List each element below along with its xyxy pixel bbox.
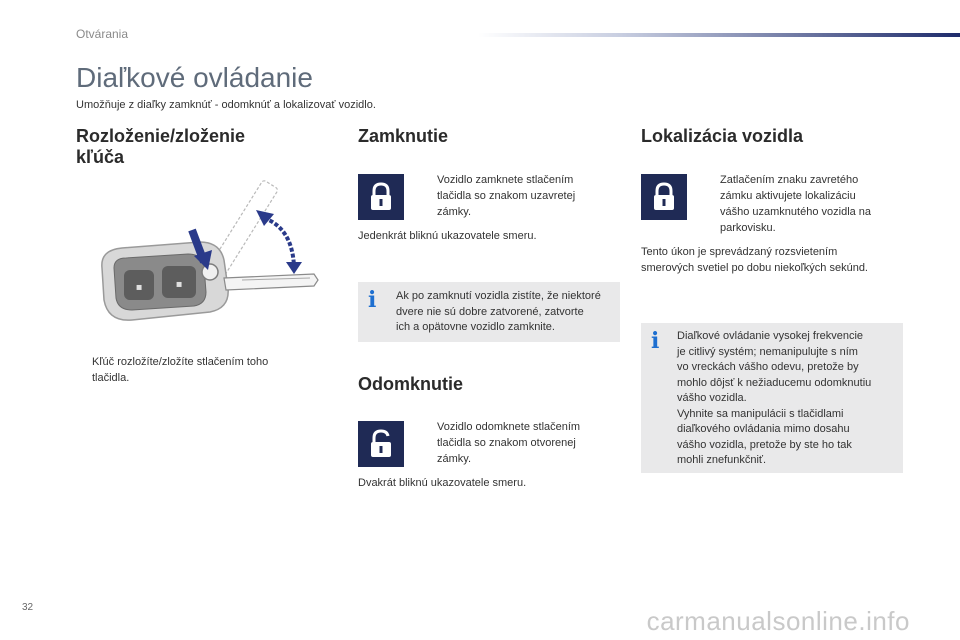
- lock-bullet: [421, 172, 611, 220]
- key-illustration: [92, 180, 324, 330]
- frequency-info-text: [677, 329, 901, 469]
- intro-text: Umožňuje z diaľky zamknúť - odomknúť a lokalizovať vozidlo.: [76, 99, 376, 111]
- bullet-line: Zatlačením znaku zavretého: [720, 174, 859, 186]
- bullet-line: tlačidla.: [92, 372, 130, 384]
- bullet-icon: [76, 354, 92, 386]
- bullet-line: zámku aktivujete lokalizáciu: [720, 190, 856, 202]
- locate-heading: Lokalizácia vozidla: [641, 126, 804, 146]
- lock-info-box: [358, 282, 620, 342]
- closed-lock-icon: [358, 174, 404, 220]
- info-line: vášho vozidla, pretože by ste ho tak: [677, 438, 852, 451]
- bullet-line: parkovisku.: [720, 222, 776, 234]
- open-lock-icon: [358, 421, 404, 467]
- key-fold-heading-line2: kľúča: [76, 147, 124, 167]
- bullet-icon: [421, 419, 437, 467]
- locate-bullet: [704, 172, 904, 236]
- key-fold-heading-line1: Rozloženie/zloženie: [76, 126, 246, 146]
- bullet-line: Vozidlo zamknete stlačením: [437, 174, 574, 186]
- unlock-heading: Odomknutie: [358, 374, 464, 394]
- bullet-line: Kľúč rozložíte/zložíte stlačením toho: [92, 356, 269, 368]
- bullet-line: tlačidla so znakom otvorenej: [437, 437, 576, 449]
- svg-text:▪: ▪: [175, 279, 183, 290]
- note-line: smerových svetiel po dobu niekoľkých sekúnd.: [641, 262, 868, 274]
- watermark: carmanualsonline.info: [646, 606, 910, 636]
- unlock-bullet: [421, 419, 611, 467]
- info-line: dvere nie sú dobre zatvorené, zatvorte: [396, 305, 584, 318]
- lock-heading: Zamknutie: [358, 126, 449, 146]
- key-fold-heading: [76, 126, 245, 168]
- info-line: Vyhnite sa manipulácii s tlačidlami: [677, 407, 844, 420]
- bullet-line: tlačidla so znakom uzavretej: [437, 190, 576, 202]
- bullet-line: zámky.: [437, 453, 472, 465]
- bullet-line: vášho uzamknutého vozidla na: [720, 206, 872, 218]
- info-line: ich a opätovne vozidlo zamknite.: [396, 321, 555, 333]
- info-icon: i: [368, 287, 377, 313]
- bullet-icon: [421, 172, 437, 220]
- info-line: vo vreckách vášho odevu, pretože by: [677, 361, 859, 373]
- info-line: vášho vozidla.: [677, 392, 747, 404]
- page-title: Diaľkové ovládanie: [76, 62, 313, 93]
- info-line: mohli znefunkčniť.: [677, 454, 767, 466]
- section-label: Otvárania: [76, 27, 129, 41]
- key-blade-icon: [224, 274, 318, 290]
- info-line: diaľkového ovládania mimo dosahu: [677, 423, 850, 435]
- bullet-icon: [704, 172, 720, 236]
- lock-note: Jedenkrát bliknú ukazovatele smeru.: [358, 230, 537, 242]
- header-bar: [478, 33, 960, 37]
- info-line: Diaľkové ovládanie vysokej frekvencie: [677, 330, 864, 342]
- unlock-note: Dvakrát bliknú ukazovatele smeru.: [358, 477, 527, 489]
- locate-lock-icon: [641, 174, 687, 220]
- lock-info-text: [396, 289, 618, 336]
- bullet-line: Vozidlo odomknete stlačením: [437, 421, 581, 433]
- locate-note: [641, 244, 911, 276]
- key-fold-bullet: [76, 354, 316, 386]
- svg-text:▪: ▪: [135, 282, 143, 293]
- info-line: je citlivý systém; nemanipulujte s ním: [677, 345, 858, 358]
- info-line: mohlo dôjsť k nežiaducemu odomknutiu: [677, 376, 872, 389]
- bullet-line: zámky.: [437, 206, 472, 218]
- frequency-info-box: [641, 323, 903, 473]
- info-icon: i: [651, 328, 660, 354]
- note-line: Tento úkon je sprevádzaný rozsvietením: [641, 246, 838, 258]
- info-line: Ak po zamknutí vozidla zistíte, že niektoré: [396, 290, 601, 302]
- rotate-arrow-icon: [256, 210, 302, 274]
- page-number: 32: [22, 602, 34, 613]
